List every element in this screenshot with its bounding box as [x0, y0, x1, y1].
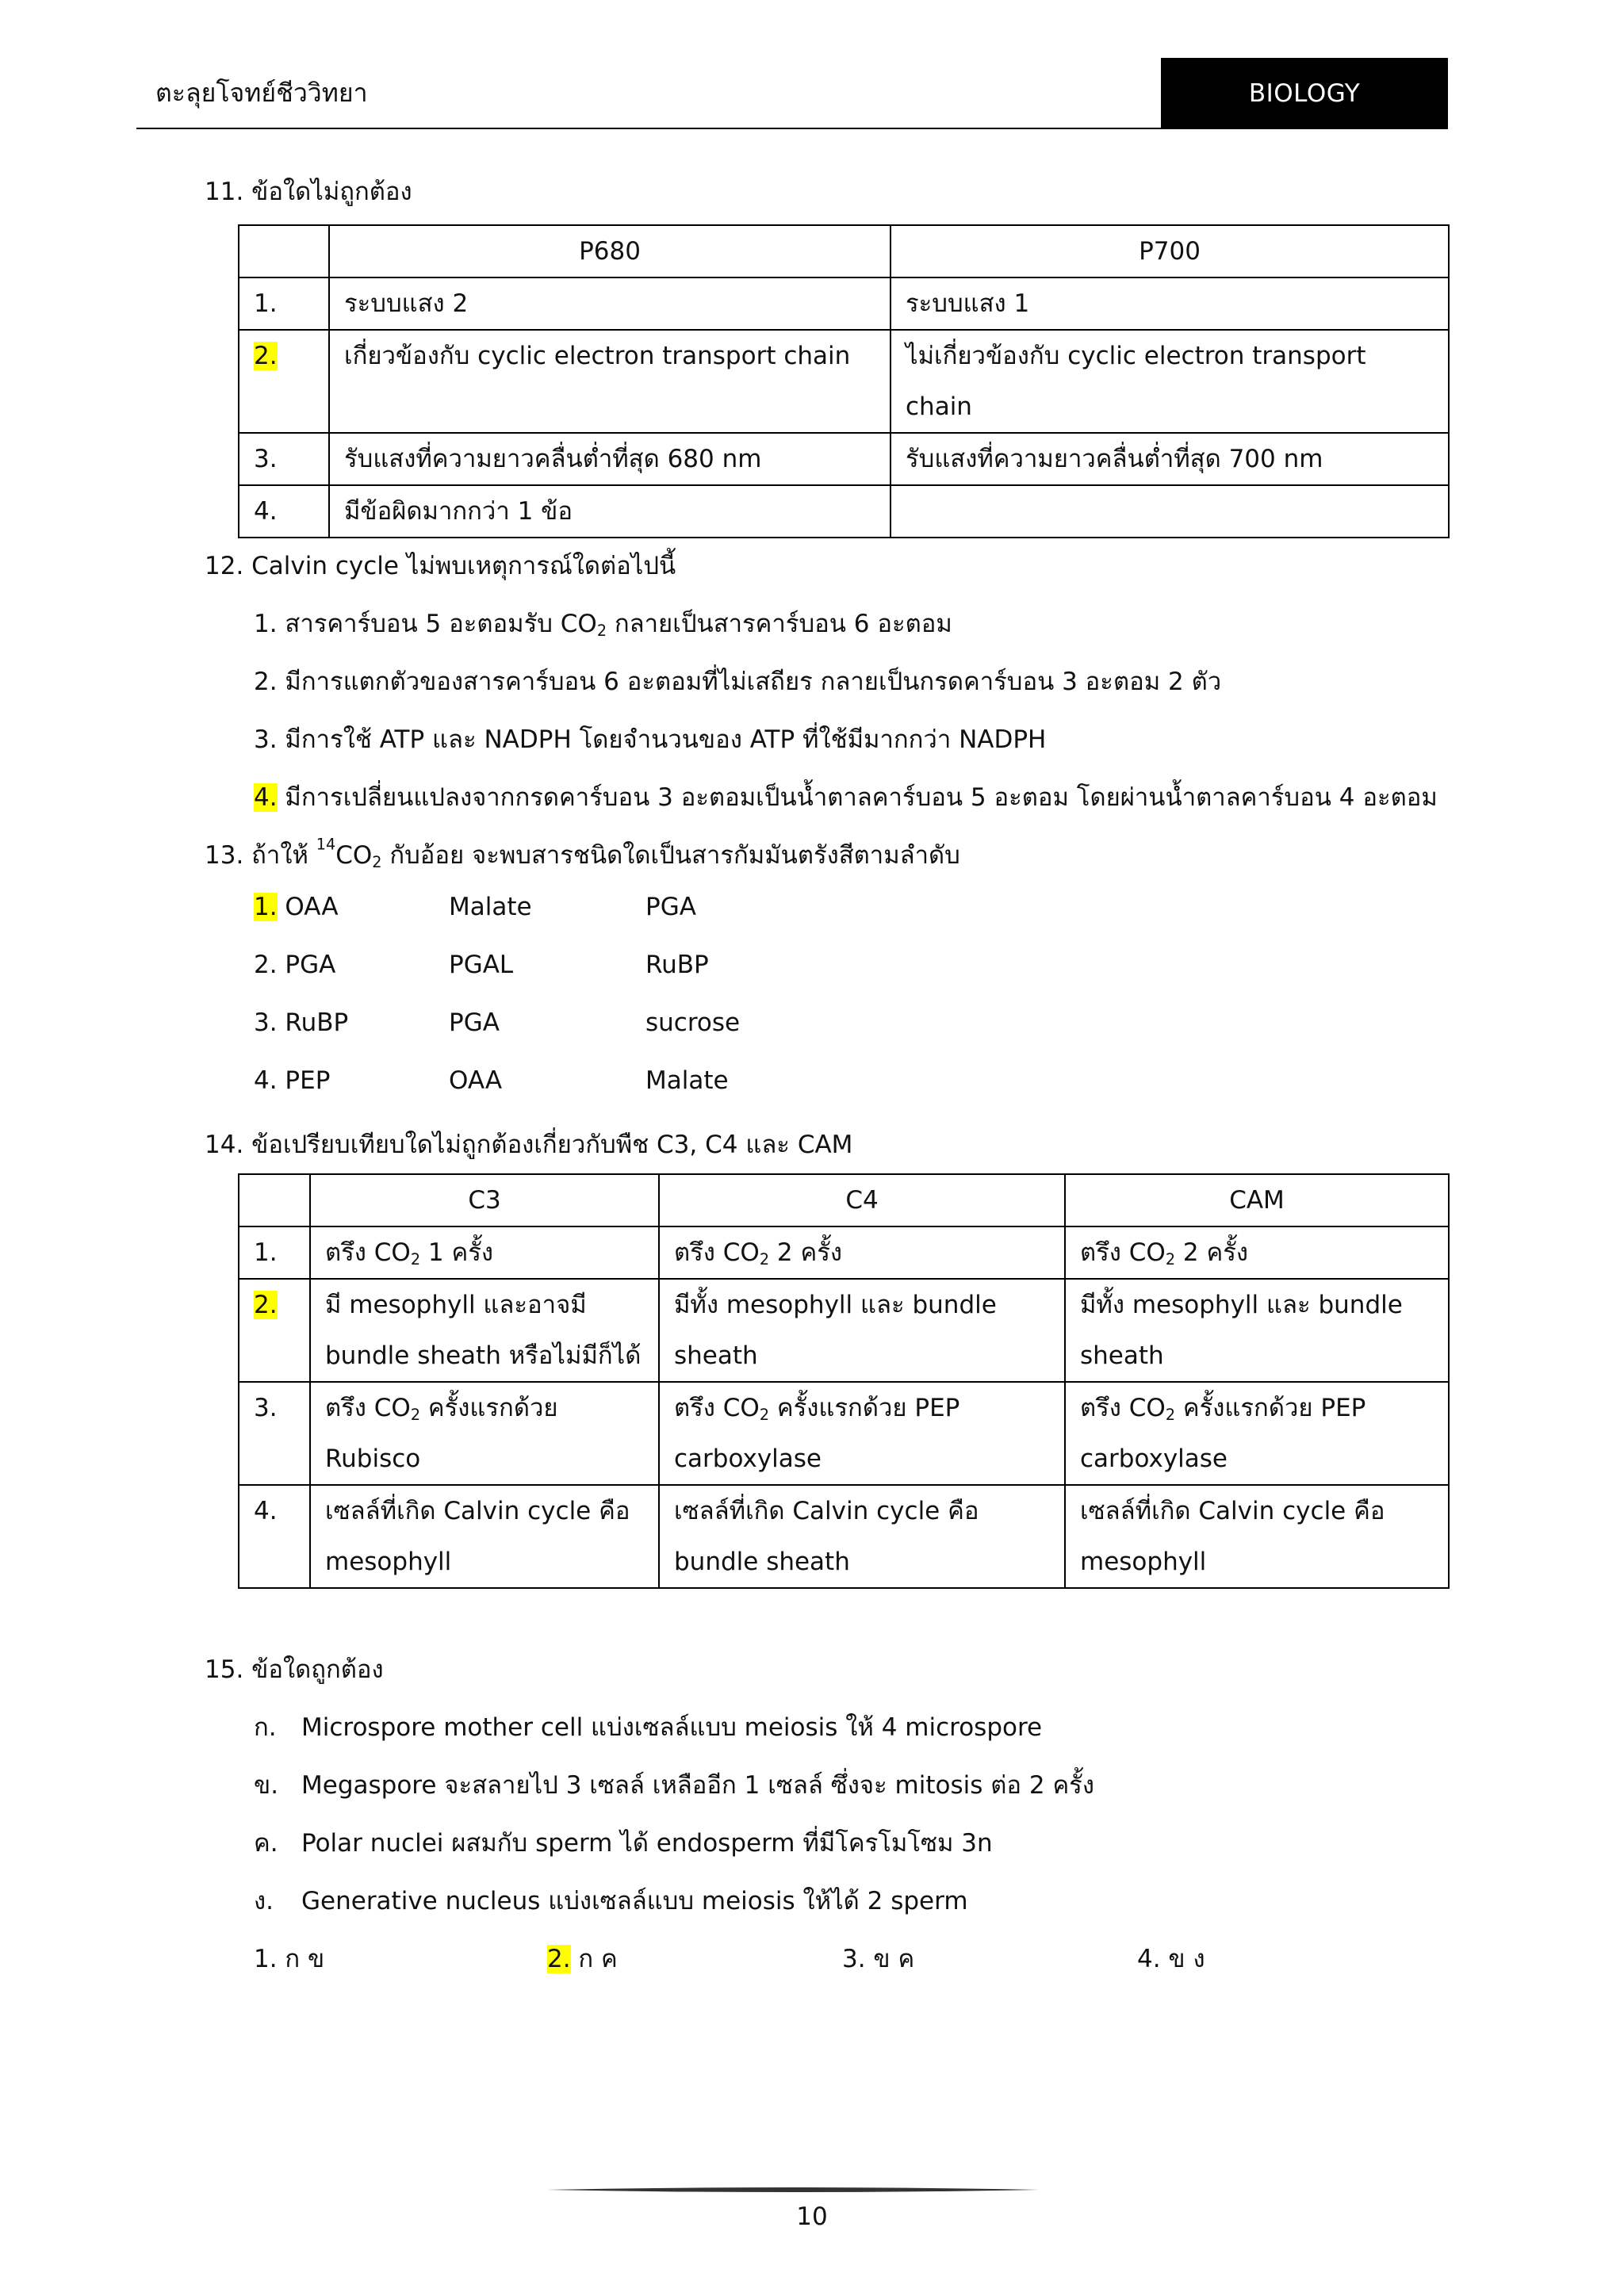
q11-header-cell: P680: [329, 225, 891, 277]
cell-text: ตรึง CO: [674, 1238, 760, 1267]
q15-item-text: Generative nucleus แบ่งเซลล์แบบ meiosis ให้ได้ 2 sperm: [301, 1887, 968, 1915]
cell-text: ตรึง CO: [325, 1238, 411, 1267]
q14-cell: เซลล์ที่เกิด Calvin cycle คือ bundle sheath: [659, 1485, 1065, 1588]
q13-option-3: [254, 1008, 348, 1037]
table-row: [239, 330, 1449, 433]
q11-table: [238, 224, 1450, 538]
q11-cell: เกี่ยวข้องกับ cyclic electron transport chain: [329, 330, 891, 433]
q11-cell: ระบบแสง 1: [891, 277, 1449, 330]
cell-text: ครั้งแรกด้วย PEP carboxylase: [674, 1394, 960, 1473]
q14-header-cell: C4: [659, 1174, 1065, 1226]
cell-text: 2 ครั้ง: [1175, 1238, 1249, 1267]
cell-text: ตรึง CO: [1080, 1394, 1166, 1422]
q14-header-cell: [239, 1174, 310, 1226]
option-text: มีการเปลี่ยนแปลงจากกรดคาร์บอน 3 อะตอมเป็นน้ำตาลคาร์บอน 5 อะตอม โดยผ่านน้ำตาลคาร์บอน 4 อะตอม: [277, 783, 1438, 812]
header-tab-label: BIOLOGY: [1248, 79, 1361, 108]
option-text: PGA: [277, 951, 336, 979]
q15-item-text: Megaspore จะสลายไป 3 เซลล์ เหลืออีก 1 เซลล์ ซึ่งจะ mitosis ต่อ 2 ครั้ง: [301, 1771, 1094, 1800]
q15-item-mark: ค.: [254, 1829, 278, 1858]
option-text: RuBP: [277, 1008, 349, 1037]
subscript: 2: [596, 621, 607, 640]
q14-cell: [1065, 1382, 1449, 1485]
q11-cell: รับแสงที่ความยาวคลื่นต่ำที่สุด 700 nm: [891, 433, 1449, 485]
table-row: [239, 1226, 1449, 1279]
q14-cell: [1065, 1226, 1449, 1279]
q15-item-mark: ง.: [254, 1887, 274, 1915]
q15-title: 15. ข้อใดถูกต้อง: [205, 1655, 384, 1684]
footer-ornament-line: [547, 2187, 1039, 2193]
header-subject-tab: [1161, 58, 1448, 129]
option-text: กลายเป็นสารคาร์บอน 6 อะตอม: [607, 610, 952, 638]
q12-option-1: [254, 603, 952, 643]
q14-header-cell: CAM: [1065, 1174, 1449, 1226]
table-row: [239, 1279, 1449, 1382]
option-number: 2.: [254, 951, 278, 979]
table-row: [239, 1485, 1449, 1588]
q13-option-4-c: Malate: [645, 1066, 729, 1095]
q11-row-number: 1.: [239, 277, 329, 330]
q11-header-cell: [239, 225, 329, 277]
option-number: 3.: [254, 1008, 278, 1037]
option-number: 1.: [254, 1945, 278, 1973]
q14-cell: มี mesophyll และอาจมี bundle sheath หรือไม่มีก็ได้: [310, 1279, 659, 1382]
q13-option-4-b: OAA: [449, 1066, 503, 1095]
q14-header-row: [239, 1174, 1449, 1226]
answer-highlight: 1.: [254, 893, 278, 921]
q11-row-number: 4.: [239, 485, 329, 538]
q11-row-number: 3.: [239, 433, 329, 485]
q14-row-number: 1.: [239, 1226, 310, 1279]
q15-item-mark: ก.: [254, 1713, 277, 1742]
q15-item-text: Microspore mother cell แบ่งเซลล์แบบ meiosis ให้ 4 microspore: [301, 1713, 1043, 1742]
q11-cell: [891, 485, 1449, 538]
q11-title: 11. ข้อใดไม่ถูกต้อง: [205, 178, 412, 206]
q14-cell: มีทั้ง mesophyll และ bundle sheath: [659, 1279, 1065, 1382]
subscript: 2: [1165, 1405, 1176, 1424]
subscript: 2: [1165, 1249, 1176, 1269]
title-text: กับอ้อย จะพบสารชนิดใดเป็นสารกัมมันตรังสีตามลำดับ: [381, 841, 960, 870]
q13-option-1-c: PGA: [645, 893, 696, 921]
q12-title: 12. Calvin cycle ไม่พบเหตุการณ์ใดต่อไปนี้: [205, 552, 676, 580]
option-text: ข ค: [865, 1945, 915, 1973]
answer-highlight: 2.: [254, 342, 278, 370]
table-row: [239, 433, 1449, 485]
q12-option-4: [254, 777, 1438, 817]
cell-text: ตรึง CO: [674, 1394, 760, 1422]
subscript: 2: [759, 1405, 770, 1424]
q13-option-1-b: Malate: [449, 893, 532, 921]
q11-cell: รับแสงที่ความยาวคลื่นต่ำที่สุด 680 nm: [329, 433, 891, 485]
answer-highlight: 2.: [547, 1945, 571, 1973]
q11-row-number: [239, 330, 329, 433]
cell-text: ครั้งแรกด้วย PEP carboxylase: [1080, 1394, 1366, 1473]
cell-text: 2 ครั้ง: [769, 1238, 843, 1267]
q11-cell: ไม่เกี่ยวข้องกับ cyclic electron transport chain: [891, 330, 1449, 433]
q11-header-row: [239, 225, 1449, 277]
subscript: 2: [410, 1249, 421, 1269]
q14-cell: [310, 1226, 659, 1279]
page-number: 10: [796, 2202, 828, 2231]
q12-option-3: 3. มีการใช้ ATP และ NADPH โดยจำนวนของ ATP ที่ใช้มีมากกว่า NADPH: [254, 725, 1047, 754]
option-text: ก ข: [277, 1945, 325, 1973]
q13-option-3-c: sucrose: [645, 1008, 741, 1037]
q15-answer-3: [842, 1938, 914, 1978]
q15-item-mark: ข.: [254, 1771, 279, 1800]
q15-answer-1: [254, 1938, 324, 1978]
table-row: [239, 277, 1449, 330]
title-text: 13. ถ้าให้: [205, 841, 316, 870]
header-rule: [136, 128, 1161, 129]
q15-answer-2: [547, 1938, 618, 1978]
cell-text: ครั้งแรกด้วย Rubisco: [325, 1394, 558, 1473]
q13-option-1: [254, 893, 339, 921]
answer-highlight: 4.: [254, 783, 278, 812]
cell-text: ตรึง CO: [325, 1394, 411, 1422]
subscript: 2: [372, 852, 382, 871]
q14-cell: เซลล์ที่เกิด Calvin cycle คือ mesophyll: [310, 1485, 659, 1588]
q15-item-text: Polar nuclei ผสมกับ sperm ได้ endosperm ที่มีโครโมโซม 3n: [301, 1829, 993, 1858]
answer-highlight: 2.: [254, 1291, 278, 1319]
q14-row-number: 3.: [239, 1382, 310, 1485]
subscript: 2: [410, 1405, 421, 1424]
option-text: ก ค: [570, 1945, 618, 1973]
table-row: [239, 485, 1449, 538]
q15-answer-4: [1137, 1938, 1205, 1978]
title-text: CO: [335, 841, 373, 870]
q13-option-2-b: PGAL: [449, 951, 514, 979]
header-title: ตะลุยโจทย์ชีววิทยา: [155, 78, 368, 108]
option-number: 3.: [842, 1945, 866, 1973]
subscript: 2: [759, 1249, 770, 1269]
q13-title: [205, 835, 960, 874]
option-number: 4.: [254, 1066, 278, 1095]
q11-cell: มีข้อผิดมากกว่า 1 ข้อ: [329, 485, 891, 538]
option-text: OAA: [277, 893, 339, 921]
superscript: 14: [316, 835, 336, 854]
q13-option-2-c: RuBP: [645, 951, 709, 979]
q13-option-2: [254, 951, 335, 979]
q14-header-cell: C3: [310, 1174, 659, 1226]
q14-cell: มีทั้ง mesophyll และ bundle sheath: [1065, 1279, 1449, 1382]
q14-cell: [659, 1382, 1065, 1485]
cell-text: ตรึง CO: [1080, 1238, 1166, 1267]
option-text: 1. สารคาร์บอน 5 อะตอมรับ CO: [254, 610, 597, 638]
q13-option-4: [254, 1066, 330, 1095]
option-number: 4.: [1137, 1945, 1161, 1973]
q13-option-3-b: PGA: [449, 1008, 500, 1037]
q14-title: 14. ข้อเปรียบเทียบใดไม่ถูกต้องเกี่ยวกับพืช C3, C4 และ CAM: [205, 1131, 853, 1159]
q12-option-2: 2. มีการแตกตัวของสารคาร์บอน 6 อะตอมที่ไม่เสถียร กลายเป็นกรดคาร์บอน 3 อะตอม 2 ตัว: [254, 668, 1222, 696]
q14-cell: [659, 1226, 1065, 1279]
q14-table: [238, 1173, 1450, 1589]
table-row: [239, 1382, 1449, 1485]
q14-cell: เซลล์ที่เกิด Calvin cycle คือ mesophyll: [1065, 1485, 1449, 1588]
q14-row-number: 4.: [239, 1485, 310, 1588]
q14-row-number: [239, 1279, 310, 1382]
q11-cell: ระบบแสง 2: [329, 277, 891, 330]
q14-cell: [310, 1382, 659, 1485]
option-text: PEP: [277, 1066, 331, 1095]
option-text: ข ง: [1160, 1945, 1205, 1973]
q11-header-cell: P700: [891, 225, 1449, 277]
cell-text: 1 ครั้ง: [420, 1238, 494, 1267]
